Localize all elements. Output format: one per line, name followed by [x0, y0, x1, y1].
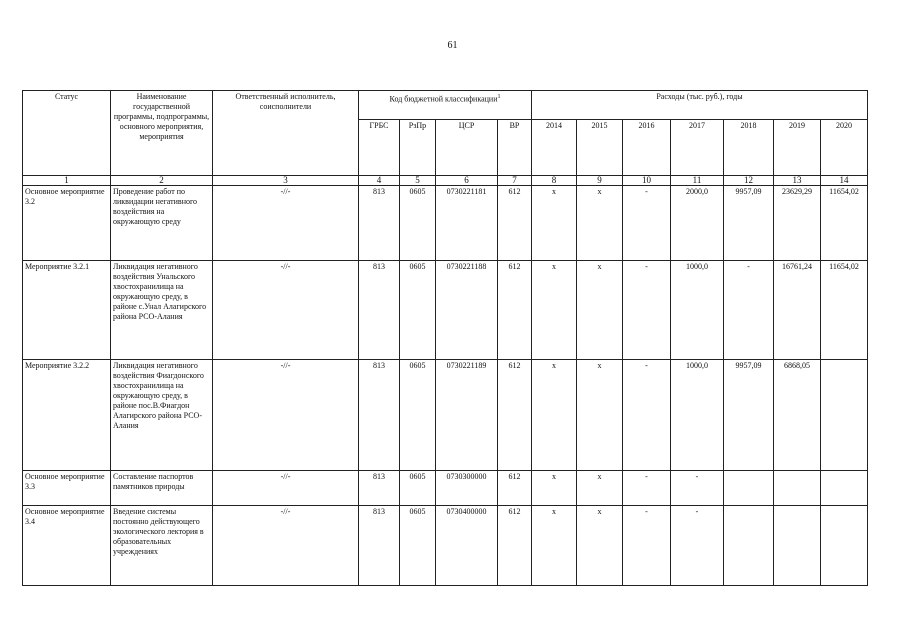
row-value-2016: -: [623, 506, 671, 586]
row-value-2019: [774, 506, 821, 586]
row-value-2017: 2000,0: [671, 186, 724, 261]
row-value-2018: [724, 506, 774, 586]
column-number: 6: [436, 176, 498, 186]
column-number: 1: [23, 176, 111, 186]
table-row: [23, 360, 868, 471]
row-value-2016: -: [623, 360, 671, 471]
column-number: 13: [774, 176, 821, 186]
header-rzpr: РзПр: [400, 120, 436, 176]
table-row: [23, 506, 868, 586]
header-year-2015: 2015: [577, 120, 623, 176]
row-name: Введение системы постоянно действующего экологического лектория в образовательных учреждениях: [111, 506, 213, 586]
row-value-2017: -: [671, 506, 724, 586]
row-value-2015: x: [577, 506, 623, 586]
column-numbers-row: [23, 176, 868, 186]
row-value-2014: x: [532, 261, 577, 360]
row-value-2016: -: [623, 471, 671, 506]
header-grbs: ГРБС: [359, 120, 400, 176]
row-value-2017: 1000,0: [671, 261, 724, 360]
row-vr: 612: [498, 471, 532, 506]
row-grbs: 813: [359, 261, 400, 360]
row-value-2020: 11654,02: [821, 186, 868, 261]
column-number: 9: [577, 176, 623, 186]
row-value-2016: -: [623, 261, 671, 360]
header-status: Статус: [23, 91, 111, 176]
header-csr: ЦСР: [436, 120, 498, 176]
row-executor: -//-: [213, 506, 359, 586]
header-year-2017: 2017: [671, 120, 724, 176]
row-vr: 612: [498, 261, 532, 360]
row-name: Проведение работ по ликвидации негативного воздействия на окружающую среду: [111, 186, 213, 261]
row-status: Основное мероприятие 3.3: [23, 471, 111, 506]
row-value-2020: [821, 471, 868, 506]
row-csr: 0730221188: [436, 261, 498, 360]
row-rzpr: 0605: [400, 261, 436, 360]
row-status: Мероприятие 3.2.2: [23, 360, 111, 471]
column-number: 10: [623, 176, 671, 186]
table-row: [23, 261, 868, 360]
row-value-2014: x: [532, 360, 577, 471]
column-number: 8: [532, 176, 577, 186]
row-value-2019: [774, 471, 821, 506]
row-status: Мероприятие 3.2.1: [23, 261, 111, 360]
row-executor: -//-: [213, 360, 359, 471]
column-number: 5: [400, 176, 436, 186]
row-rzpr: 0605: [400, 186, 436, 261]
column-number: 12: [724, 176, 774, 186]
header-year-2018: 2018: [724, 120, 774, 176]
row-status: Основное мероприятие 3.2: [23, 186, 111, 261]
row-name: Ликвидация негативного воздействия Фиагдонского хвостохранилища на окружающую среду, в районе пос.В.Фиагдон Алагирского района РСО-Алания: [111, 360, 213, 471]
row-value-2015: x: [577, 186, 623, 261]
row-grbs: 813: [359, 506, 400, 586]
header-name: Наименование государственной программы, подпрограммы, основного мероприятия, мероприятия: [111, 91, 213, 176]
row-executor: -//-: [213, 186, 359, 261]
header-year-2020: 2020: [821, 120, 868, 176]
column-number: 14: [821, 176, 868, 186]
column-number: 7: [498, 176, 532, 186]
row-value-2020: 11654,02: [821, 261, 868, 360]
row-grbs: 813: [359, 471, 400, 506]
header-vr: ВР: [498, 120, 532, 176]
row-name: Составление паспортов памятников природы: [111, 471, 213, 506]
row-rzpr: 0605: [400, 360, 436, 471]
column-number: 3: [213, 176, 359, 186]
column-number: 11: [671, 176, 724, 186]
row-executor: -//-: [213, 261, 359, 360]
row-vr: 612: [498, 360, 532, 471]
row-value-2019: 6868,05: [774, 360, 821, 471]
header-year-2019: 2019: [774, 120, 821, 176]
row-value-2018: [724, 471, 774, 506]
row-status: Основное мероприятие 3.4: [23, 506, 111, 586]
page-number: 61: [447, 40, 458, 51]
row-csr: 0730400000: [436, 506, 498, 586]
row-value-2017: 1000,0: [671, 360, 724, 471]
row-value-2014: x: [532, 471, 577, 506]
header-executor: Ответственный исполнитель, соисполнители: [213, 91, 359, 176]
table-row: [23, 471, 868, 506]
row-vr: 612: [498, 506, 532, 586]
row-value-2015: x: [577, 261, 623, 360]
budget-table: [22, 90, 868, 586]
header-expenses: Расходы (тыс. руб.), годы: [532, 91, 868, 120]
row-value-2018: 9957,09: [724, 186, 774, 261]
row-name: Ликвидация негативного воздействия Унальского хвостохранилища на окружающую среду, в районе с.Унал Алагирского района РСО-Алания: [111, 261, 213, 360]
row-value-2019: 16761,24: [774, 261, 821, 360]
row-value-2019: 23629,29: [774, 186, 821, 261]
row-csr: 0730221189: [436, 360, 498, 471]
header-budget-code: Код бюджетной классификации$^1$: [359, 91, 532, 120]
row-value-2015: x: [577, 360, 623, 471]
row-value-2017: -: [671, 471, 724, 506]
row-csr: 0730300000: [436, 471, 498, 506]
row-value-2018: -: [724, 261, 774, 360]
row-csr: 0730221181: [436, 186, 498, 261]
column-number: 4: [359, 176, 400, 186]
header-year-2016: 2016: [623, 120, 671, 176]
row-vr: 612: [498, 186, 532, 261]
row-executor: -//-: [213, 471, 359, 506]
row-value-2018: 9957,09: [724, 360, 774, 471]
row-grbs: 813: [359, 360, 400, 471]
row-rzpr: 0605: [400, 471, 436, 506]
row-rzpr: 0605: [400, 506, 436, 586]
row-value-2015: x: [577, 471, 623, 506]
row-value-2020: [821, 506, 868, 586]
column-number: 2: [111, 176, 213, 186]
row-grbs: 813: [359, 186, 400, 261]
row-value-2016: -: [623, 186, 671, 261]
row-value-2020: [821, 360, 868, 471]
row-value-2014: x: [532, 506, 577, 586]
header-year-2014: 2014: [532, 120, 577, 176]
table-row: [23, 186, 868, 261]
row-value-2014: x: [532, 186, 577, 261]
